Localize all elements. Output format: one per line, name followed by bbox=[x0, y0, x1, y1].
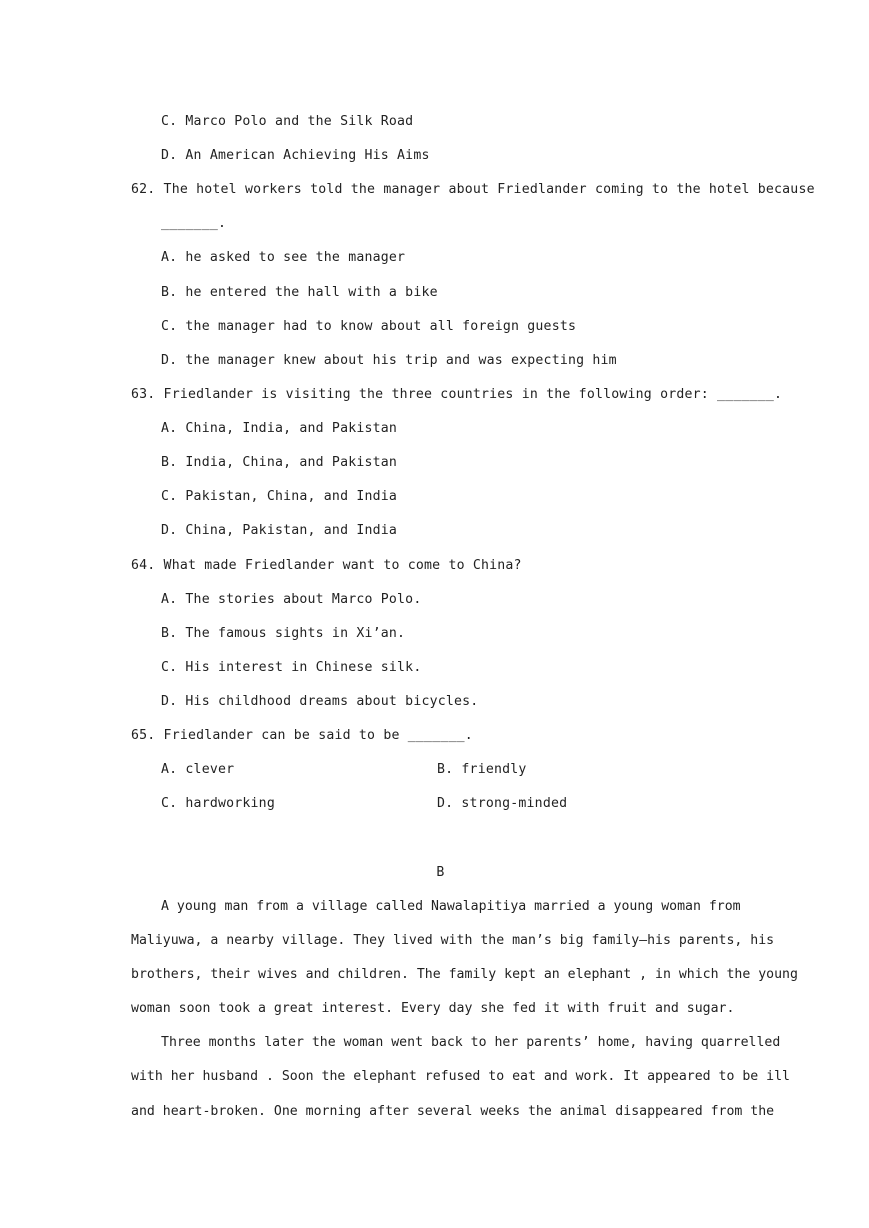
passage-p1-line2: Maliyuwa, a nearby village. They lived with the man’s big family—his parents, his bbox=[131, 933, 775, 948]
q63-option-b: B. India, China, and Pakistan bbox=[161, 455, 398, 470]
q62-stem-blank: _______. bbox=[161, 216, 227, 231]
q64-stem: 64. What made Friedlander want to come to China? bbox=[131, 558, 522, 573]
q61-option-d: D. An American Achieving His Aims bbox=[161, 148, 430, 163]
q65-option-a: A. clever bbox=[161, 762, 235, 777]
q62-stem: 62. The hotel workers told the manager about Friedlander coming to the hotel because bbox=[131, 182, 815, 197]
q65-option-c: C. hardworking bbox=[161, 796, 275, 811]
passage-p1-line3: brothers, their wives and children. The family kept an elephant , in which the young bbox=[131, 967, 798, 982]
q65-stem: 65. Friedlander can be said to be _______. bbox=[131, 728, 473, 743]
q62-option-a: A. he asked to see the manager bbox=[161, 250, 406, 265]
q65-option-d: D. strong-minded bbox=[437, 796, 568, 811]
q62-option-b: B. he entered the hall with a bike bbox=[161, 285, 438, 300]
q64-option-c: C. His interest in Chinese silk. bbox=[161, 660, 422, 675]
q64-option-d: D. His childhood dreams about bicycles. bbox=[161, 694, 479, 709]
passage-p1-line4: woman soon took a great interest. Every day she fed it with fruit and sugar. bbox=[131, 1001, 735, 1016]
passage-p2-line2: with her husband . Soon the elephant refused to eat and work. It appeared to be ill bbox=[131, 1069, 790, 1084]
passage-p2-line1: Three months later the woman went back to her parents’ home, having quarrelled bbox=[161, 1035, 781, 1050]
q61-option-c: C. Marco Polo and the Silk Road bbox=[161, 114, 414, 129]
section-b-heading: B bbox=[436, 865, 445, 880]
q64-option-a: A. The stories about Marco Polo. bbox=[161, 592, 422, 607]
q62-option-d: D. the manager knew about his trip and was expecting him bbox=[161, 353, 617, 368]
passage-p2-line3: and heart-broken. One morning after several weeks the animal disappeared from the bbox=[131, 1104, 775, 1119]
q62-option-c: C. the manager had to know about all foreign guests bbox=[161, 319, 577, 334]
q63-option-c: C. Pakistan, China, and India bbox=[161, 489, 398, 504]
q63-option-a: A. China, India, and Pakistan bbox=[161, 421, 398, 436]
passage-p1-line1: A young man from a village called Nawalapitiya married a young woman from bbox=[161, 899, 741, 914]
q63-stem: 63. Friedlander is visiting the three countries in the following order: _______. bbox=[131, 387, 783, 402]
q63-option-d: D. China, Pakistan, and India bbox=[161, 523, 398, 538]
q65-option-b: B. friendly bbox=[437, 762, 527, 777]
q64-option-b: B. The famous sights in Xi’an. bbox=[161, 626, 406, 641]
